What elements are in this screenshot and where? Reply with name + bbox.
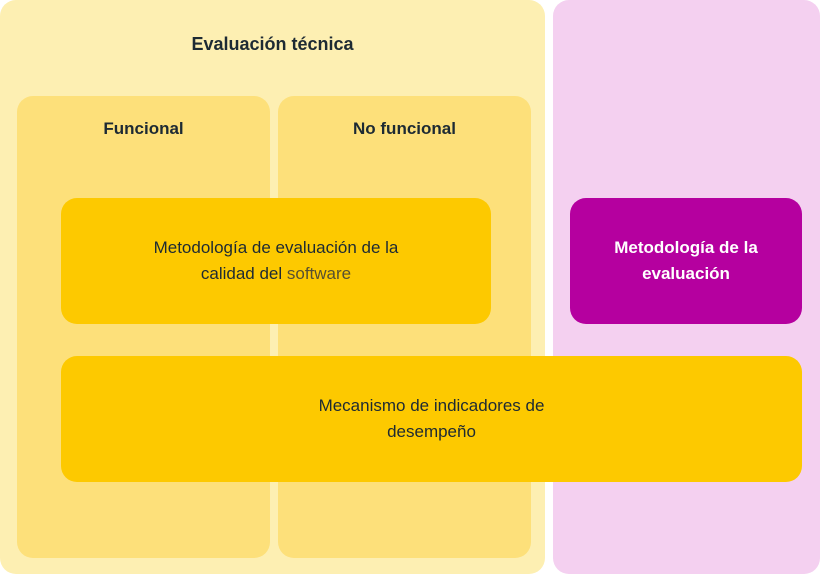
functional-title: Funcional <box>103 119 184 138</box>
software-word: software <box>286 264 352 283</box>
functional-column <box>17 96 270 558</box>
quality-methodology-text: Metodología de evaluación de la calidad del <box>153 238 399 283</box>
performance-indicators-mechanism-box <box>61 356 802 482</box>
indicators-mechanism-label: Mecanismo de indicadores de desempeño <box>318 396 545 441</box>
evaluation-methodology-box <box>570 198 802 324</box>
evaluation-methodology-label: Metodología de la evaluación <box>614 238 758 283</box>
quality-evaluation-methodology-box <box>61 198 491 324</box>
non-functional-title: No funcional <box>353 119 456 138</box>
technical-evaluation-title: Evaluación técnica <box>191 34 354 54</box>
quality-methodology-label <box>131 235 421 287</box>
non-functional-column <box>278 96 531 558</box>
